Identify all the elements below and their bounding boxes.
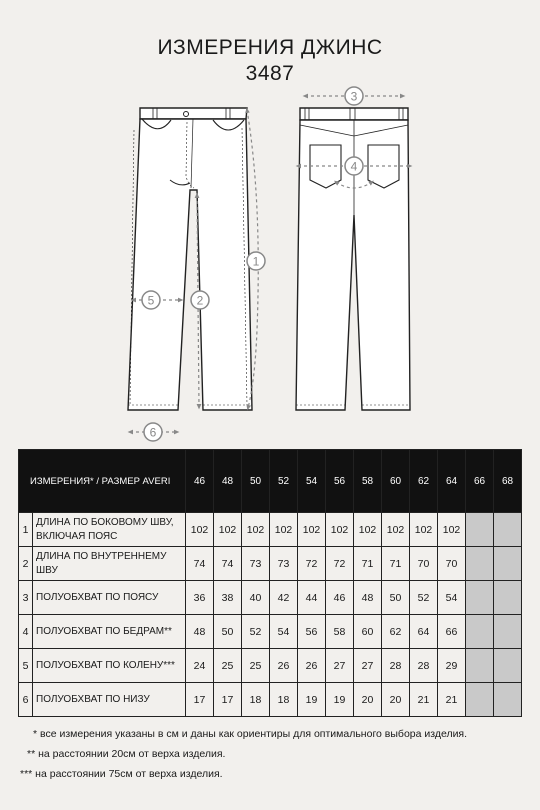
footnote-1: * все измерения указаны в см и даны как ориентиры для оптимального выбора изделия. bbox=[33, 728, 468, 740]
table-cell: 17 bbox=[186, 683, 214, 717]
table-cell: 102 bbox=[242, 513, 270, 547]
table-cell: 102 bbox=[354, 513, 382, 547]
marker-2 bbox=[191, 291, 209, 309]
table-row bbox=[19, 649, 522, 683]
row-number: 4 bbox=[19, 615, 33, 649]
table-cell: 38 bbox=[214, 581, 242, 615]
table-row bbox=[19, 547, 522, 581]
table-cell: 21 bbox=[438, 683, 466, 717]
measurement-name: ПОЛУОБХВАТ ПО ПОЯСУ bbox=[33, 581, 186, 615]
size-header: 62 bbox=[410, 450, 438, 513]
table-cell: 54 bbox=[270, 615, 298, 649]
table-cell: 48 bbox=[186, 615, 214, 649]
table-cell: 102 bbox=[438, 513, 466, 547]
table-cell: 40 bbox=[242, 581, 270, 615]
row-number: 6 bbox=[19, 683, 33, 717]
table-cell: 42 bbox=[270, 581, 298, 615]
row-number: 5 bbox=[19, 649, 33, 683]
table-cell bbox=[494, 615, 522, 649]
size-header: 60 bbox=[382, 450, 410, 513]
size-table bbox=[18, 449, 522, 717]
table-cell: 50 bbox=[382, 581, 410, 615]
table-cell: 29 bbox=[438, 649, 466, 683]
table-cell: 27 bbox=[354, 649, 382, 683]
table-cell: 64 bbox=[410, 615, 438, 649]
table-cell: 36 bbox=[186, 581, 214, 615]
table-cell: 46 bbox=[326, 581, 354, 615]
table-cell: 27 bbox=[326, 649, 354, 683]
table-cell: 20 bbox=[354, 683, 382, 717]
table-row bbox=[19, 615, 522, 649]
table-cell: 44 bbox=[298, 581, 326, 615]
size-header: 48 bbox=[214, 450, 242, 513]
table-cell: 56 bbox=[298, 615, 326, 649]
table-cell bbox=[466, 513, 494, 547]
table-cell: 102 bbox=[214, 513, 242, 547]
table-cell: 19 bbox=[298, 683, 326, 717]
table-cell: 28 bbox=[410, 649, 438, 683]
header-label: ИЗМЕРЕНИЯ* / РАЗМЕР AVERI bbox=[19, 450, 186, 513]
svg-text:3: 3 bbox=[350, 89, 358, 104]
measurement-name: ПОЛУОБХВАТ ПО НИЗУ bbox=[33, 683, 186, 717]
table-cell bbox=[466, 649, 494, 683]
size-table-header bbox=[19, 450, 522, 513]
table-cell: 18 bbox=[270, 683, 298, 717]
table-row bbox=[19, 581, 522, 615]
page-title: ИЗМЕРЕНИЯ ДЖИНС bbox=[157, 36, 383, 59]
table-cell: 102 bbox=[382, 513, 410, 547]
table-cell: 28 bbox=[382, 649, 410, 683]
table-cell bbox=[494, 581, 522, 615]
marker-3 bbox=[345, 87, 363, 105]
svg-text:1: 1 bbox=[252, 254, 260, 269]
row-number: 1 bbox=[19, 513, 33, 547]
table-cell: 74 bbox=[214, 547, 242, 581]
table-cell: 26 bbox=[298, 649, 326, 683]
table-cell: 74 bbox=[186, 547, 214, 581]
table-cell: 52 bbox=[410, 581, 438, 615]
size-header: 64 bbox=[438, 450, 466, 513]
row-number: 3 bbox=[19, 581, 33, 615]
table-cell: 19 bbox=[326, 683, 354, 717]
table-cell: 52 bbox=[242, 615, 270, 649]
model-number: 3487 bbox=[245, 62, 295, 85]
marker-6 bbox=[144, 423, 162, 441]
table-cell: 102 bbox=[410, 513, 438, 547]
jeans-back-view bbox=[296, 108, 410, 410]
marker-5 bbox=[142, 291, 160, 309]
table-cell: 48 bbox=[354, 581, 382, 615]
measurement-name: ПОЛУОБХВАТ ПО КОЛЕНУ*** bbox=[33, 649, 186, 683]
svg-text:2: 2 bbox=[196, 293, 204, 308]
footnote-2: ** на расстоянии 20см от верха изделия. bbox=[27, 748, 226, 760]
table-cell: 72 bbox=[326, 547, 354, 581]
table-cell: 73 bbox=[270, 547, 298, 581]
table-cell bbox=[494, 683, 522, 717]
footnote-3: *** на расстоянии 75см от верха изделия. bbox=[20, 768, 223, 780]
svg-text:5: 5 bbox=[147, 293, 155, 308]
table-cell: 62 bbox=[382, 615, 410, 649]
size-header: 46 bbox=[186, 450, 214, 513]
table-row bbox=[19, 513, 522, 547]
size-header: 68 bbox=[494, 450, 522, 513]
size-header: 66 bbox=[466, 450, 494, 513]
svg-text:4: 4 bbox=[350, 159, 358, 174]
table-cell: 72 bbox=[298, 547, 326, 581]
table-cell: 102 bbox=[298, 513, 326, 547]
table-cell bbox=[494, 547, 522, 581]
table-cell: 71 bbox=[354, 547, 382, 581]
size-header: 50 bbox=[242, 450, 270, 513]
table-cell: 17 bbox=[214, 683, 242, 717]
svg-text:6: 6 bbox=[149, 425, 157, 440]
table-cell bbox=[466, 615, 494, 649]
measurement-name: ДЛИНА ПО БОКОВОМУ ШВУ, ВКЛЮЧАЯ ПОЯС bbox=[33, 513, 186, 547]
size-header: 54 bbox=[298, 450, 326, 513]
table-cell: 25 bbox=[242, 649, 270, 683]
table-cell: 54 bbox=[438, 581, 466, 615]
table-cell bbox=[466, 683, 494, 717]
table-cell: 21 bbox=[410, 683, 438, 717]
jeans-technical-drawing bbox=[0, 85, 540, 445]
table-cell: 50 bbox=[214, 615, 242, 649]
table-cell: 73 bbox=[242, 547, 270, 581]
measurement-name: ДЛИНА ПО ВНУТРЕННЕМУ ШВУ bbox=[33, 547, 186, 581]
table-cell bbox=[494, 649, 522, 683]
table-cell: 70 bbox=[438, 547, 466, 581]
row-number: 2 bbox=[19, 547, 33, 581]
table-cell: 24 bbox=[186, 649, 214, 683]
table-cell: 70 bbox=[410, 547, 438, 581]
table-row bbox=[19, 683, 522, 717]
table-cell: 58 bbox=[326, 615, 354, 649]
marker-1 bbox=[247, 252, 265, 270]
table-cell: 26 bbox=[270, 649, 298, 683]
measurement-name: ПОЛУОБХВАТ ПО БЕДРАМ** bbox=[33, 615, 186, 649]
jeans-front-view bbox=[128, 108, 252, 410]
size-header: 56 bbox=[326, 450, 354, 513]
table-cell bbox=[494, 513, 522, 547]
table-cell: 66 bbox=[438, 615, 466, 649]
size-header: 58 bbox=[354, 450, 382, 513]
table-cell: 102 bbox=[186, 513, 214, 547]
table-cell: 102 bbox=[270, 513, 298, 547]
table-cell: 60 bbox=[354, 615, 382, 649]
marker-4 bbox=[345, 157, 363, 175]
table-cell: 20 bbox=[382, 683, 410, 717]
table-cell: 102 bbox=[326, 513, 354, 547]
size-header: 52 bbox=[270, 450, 298, 513]
table-cell: 18 bbox=[242, 683, 270, 717]
table-cell bbox=[466, 581, 494, 615]
table-cell bbox=[466, 547, 494, 581]
table-cell: 25 bbox=[214, 649, 242, 683]
table-cell: 71 bbox=[382, 547, 410, 581]
